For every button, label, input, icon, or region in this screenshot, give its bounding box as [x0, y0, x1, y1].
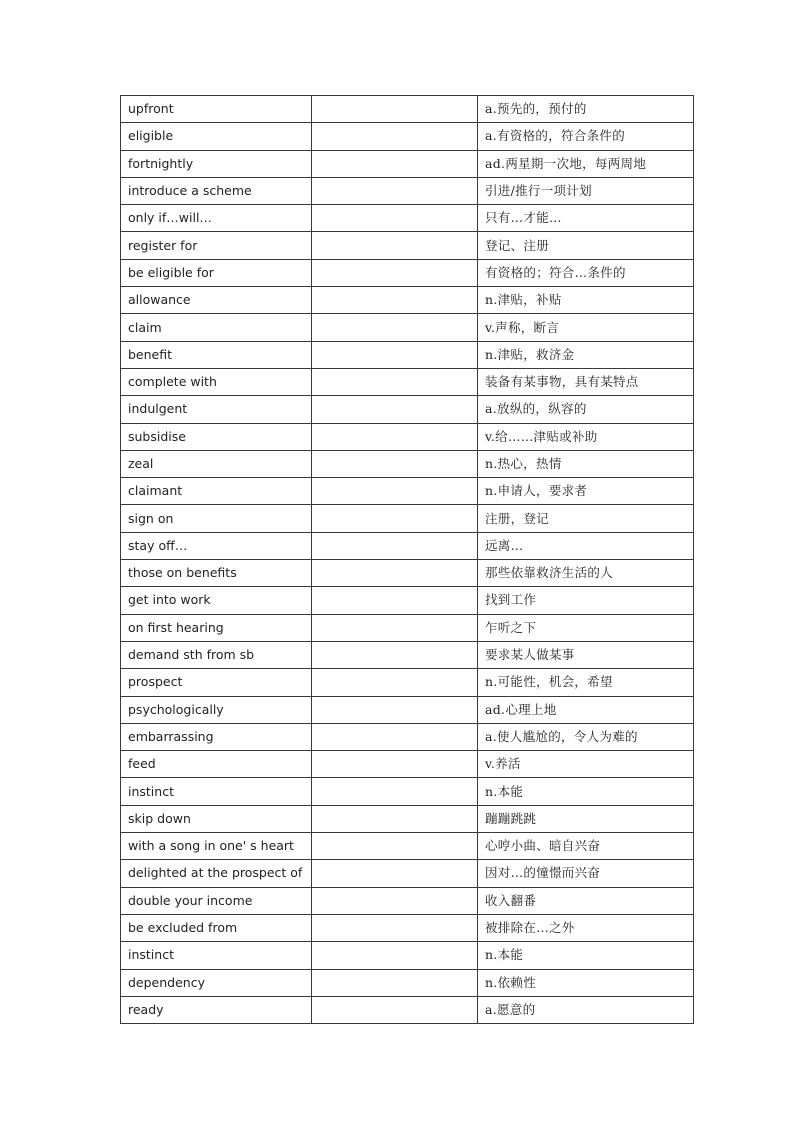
term-cell: those on benefits — [121, 560, 312, 587]
vocab-row — [121, 314, 694, 341]
meaning-cell: n.本能 — [478, 942, 694, 969]
vocab-row — [121, 368, 694, 395]
term-cell: fortnightly — [121, 150, 312, 177]
blank-cell — [312, 423, 478, 450]
blank-cell — [312, 641, 478, 668]
meaning-cell: 找到工作 — [478, 587, 694, 614]
vocab-row — [121, 505, 694, 532]
blank-cell — [312, 751, 478, 778]
term-cell: indulgent — [121, 396, 312, 423]
vocab-row — [121, 396, 694, 423]
blank-cell — [312, 833, 478, 860]
blank-cell — [312, 96, 478, 123]
meaning-cell: v.养活 — [478, 751, 694, 778]
blank-cell — [312, 696, 478, 723]
term-cell: psychologically — [121, 696, 312, 723]
term-cell: instinct — [121, 942, 312, 969]
vocab-row — [121, 450, 694, 477]
term-cell: claimant — [121, 478, 312, 505]
blank-cell — [312, 669, 478, 696]
blank-cell — [312, 560, 478, 587]
meaning-cell: 因对…的憧憬而兴奋 — [478, 860, 694, 887]
blank-cell — [312, 587, 478, 614]
term-cell: delighted at the prospect of — [121, 860, 312, 887]
vocab-row — [121, 259, 694, 286]
blank-cell — [312, 887, 478, 914]
term-cell: be eligible for — [121, 259, 312, 286]
blank-cell — [312, 150, 478, 177]
vocab-row — [121, 696, 694, 723]
meaning-cell: ad.两星期一次地，每两周地 — [478, 150, 694, 177]
vocab-row — [121, 123, 694, 150]
blank-cell — [312, 532, 478, 559]
meaning-cell: a.有资格的，符合条件的 — [478, 123, 694, 150]
vocab-row — [121, 177, 694, 204]
term-cell: register for — [121, 232, 312, 259]
meaning-cell: ad.心理上地 — [478, 696, 694, 723]
vocab-row — [121, 287, 694, 314]
vocab-row — [121, 478, 694, 505]
term-cell: dependency — [121, 969, 312, 996]
vocab-row — [121, 669, 694, 696]
meaning-cell: n.依赖性 — [478, 969, 694, 996]
term-cell: complete with — [121, 368, 312, 395]
vocab-row — [121, 942, 694, 969]
blank-cell — [312, 123, 478, 150]
vocab-row — [121, 751, 694, 778]
meaning-cell: 注册，登记 — [478, 505, 694, 532]
term-cell: benefit — [121, 341, 312, 368]
vocab-row — [121, 532, 694, 559]
term-cell: only if…will… — [121, 205, 312, 232]
term-cell: allowance — [121, 287, 312, 314]
meaning-cell: n.可能性，机会，希望 — [478, 669, 694, 696]
meaning-cell: 乍听之下 — [478, 614, 694, 641]
term-cell: double your income — [121, 887, 312, 914]
term-cell: stay off… — [121, 532, 312, 559]
meaning-cell: 心哼小曲、暗自兴奋 — [478, 833, 694, 860]
blank-cell — [312, 177, 478, 204]
meaning-cell: 引进/推行一项计划 — [478, 177, 694, 204]
blank-cell — [312, 396, 478, 423]
vocab-row — [121, 887, 694, 914]
meaning-cell: 装备有某事物，具有某特点 — [478, 368, 694, 395]
vocab-row — [121, 996, 694, 1023]
term-cell: feed — [121, 751, 312, 778]
vocab-row — [121, 914, 694, 941]
blank-cell — [312, 478, 478, 505]
vocab-row — [121, 232, 694, 259]
meaning-cell: 被排除在…之外 — [478, 914, 694, 941]
blank-cell — [312, 969, 478, 996]
meaning-cell: n.申请人，要求者 — [478, 478, 694, 505]
term-cell: prospect — [121, 669, 312, 696]
meaning-cell: n.津贴，补贴 — [478, 287, 694, 314]
meaning-cell: 登记、注册 — [478, 232, 694, 259]
blank-cell — [312, 287, 478, 314]
meaning-cell: 收入翻番 — [478, 887, 694, 914]
blank-cell — [312, 505, 478, 532]
term-cell: with a song in one' s heart — [121, 833, 312, 860]
term-cell: get into work — [121, 587, 312, 614]
vocabulary-table — [120, 95, 694, 1024]
vocab-row — [121, 805, 694, 832]
blank-cell — [312, 232, 478, 259]
meaning-cell: v.声称，断言 — [478, 314, 694, 341]
vocab-row — [121, 96, 694, 123]
vocab-row — [121, 560, 694, 587]
vocab-row — [121, 587, 694, 614]
meaning-cell: n.津贴，救济金 — [478, 341, 694, 368]
term-cell: skip down — [121, 805, 312, 832]
term-cell: be excluded from — [121, 914, 312, 941]
blank-cell — [312, 996, 478, 1023]
term-cell: subsidise — [121, 423, 312, 450]
meaning-cell: 只有…才能… — [478, 205, 694, 232]
vocab-row — [121, 833, 694, 860]
meaning-cell: a.预先的，预付的 — [478, 96, 694, 123]
blank-cell — [312, 205, 478, 232]
vocab-row — [121, 341, 694, 368]
meaning-cell: n.本能 — [478, 778, 694, 805]
blank-cell — [312, 614, 478, 641]
term-cell: instinct — [121, 778, 312, 805]
blank-cell — [312, 805, 478, 832]
term-cell: eligible — [121, 123, 312, 150]
meaning-cell: 要求某人做某事 — [478, 641, 694, 668]
blank-cell — [312, 778, 478, 805]
vocab-row — [121, 860, 694, 887]
vocab-row — [121, 423, 694, 450]
meaning-cell: 那些依靠救济生活的人 — [478, 560, 694, 587]
term-cell: zeal — [121, 450, 312, 477]
meaning-cell: 远离… — [478, 532, 694, 559]
vocab-row — [121, 614, 694, 641]
vocab-row — [121, 150, 694, 177]
meaning-cell: 蹦蹦跳跳 — [478, 805, 694, 832]
term-cell: ready — [121, 996, 312, 1023]
term-cell: embarrassing — [121, 723, 312, 750]
blank-cell — [312, 314, 478, 341]
meaning-cell: a.使人尴尬的，令人为难的 — [478, 723, 694, 750]
blank-cell — [312, 860, 478, 887]
blank-cell — [312, 259, 478, 286]
meaning-cell: a.愿意的 — [478, 996, 694, 1023]
blank-cell — [312, 942, 478, 969]
term-cell: sign on — [121, 505, 312, 532]
blank-cell — [312, 368, 478, 395]
meaning-cell: v.给……津贴或补助 — [478, 423, 694, 450]
term-cell: upfront — [121, 96, 312, 123]
vocab-row — [121, 778, 694, 805]
term-cell: introduce a scheme — [121, 177, 312, 204]
vocab-row — [121, 969, 694, 996]
blank-cell — [312, 723, 478, 750]
term-cell: claim — [121, 314, 312, 341]
blank-cell — [312, 914, 478, 941]
blank-cell — [312, 450, 478, 477]
meaning-cell: 有资格的；符合…条件的 — [478, 259, 694, 286]
vocab-row — [121, 641, 694, 668]
meaning-cell: a.放纵的，纵容的 — [478, 396, 694, 423]
blank-cell — [312, 341, 478, 368]
term-cell: demand sth from sb — [121, 641, 312, 668]
vocab-row — [121, 205, 694, 232]
term-cell: on first hearing — [121, 614, 312, 641]
vocab-row — [121, 723, 694, 750]
vocabulary-table-body — [121, 96, 694, 1024]
meaning-cell: n.热心，热情 — [478, 450, 694, 477]
